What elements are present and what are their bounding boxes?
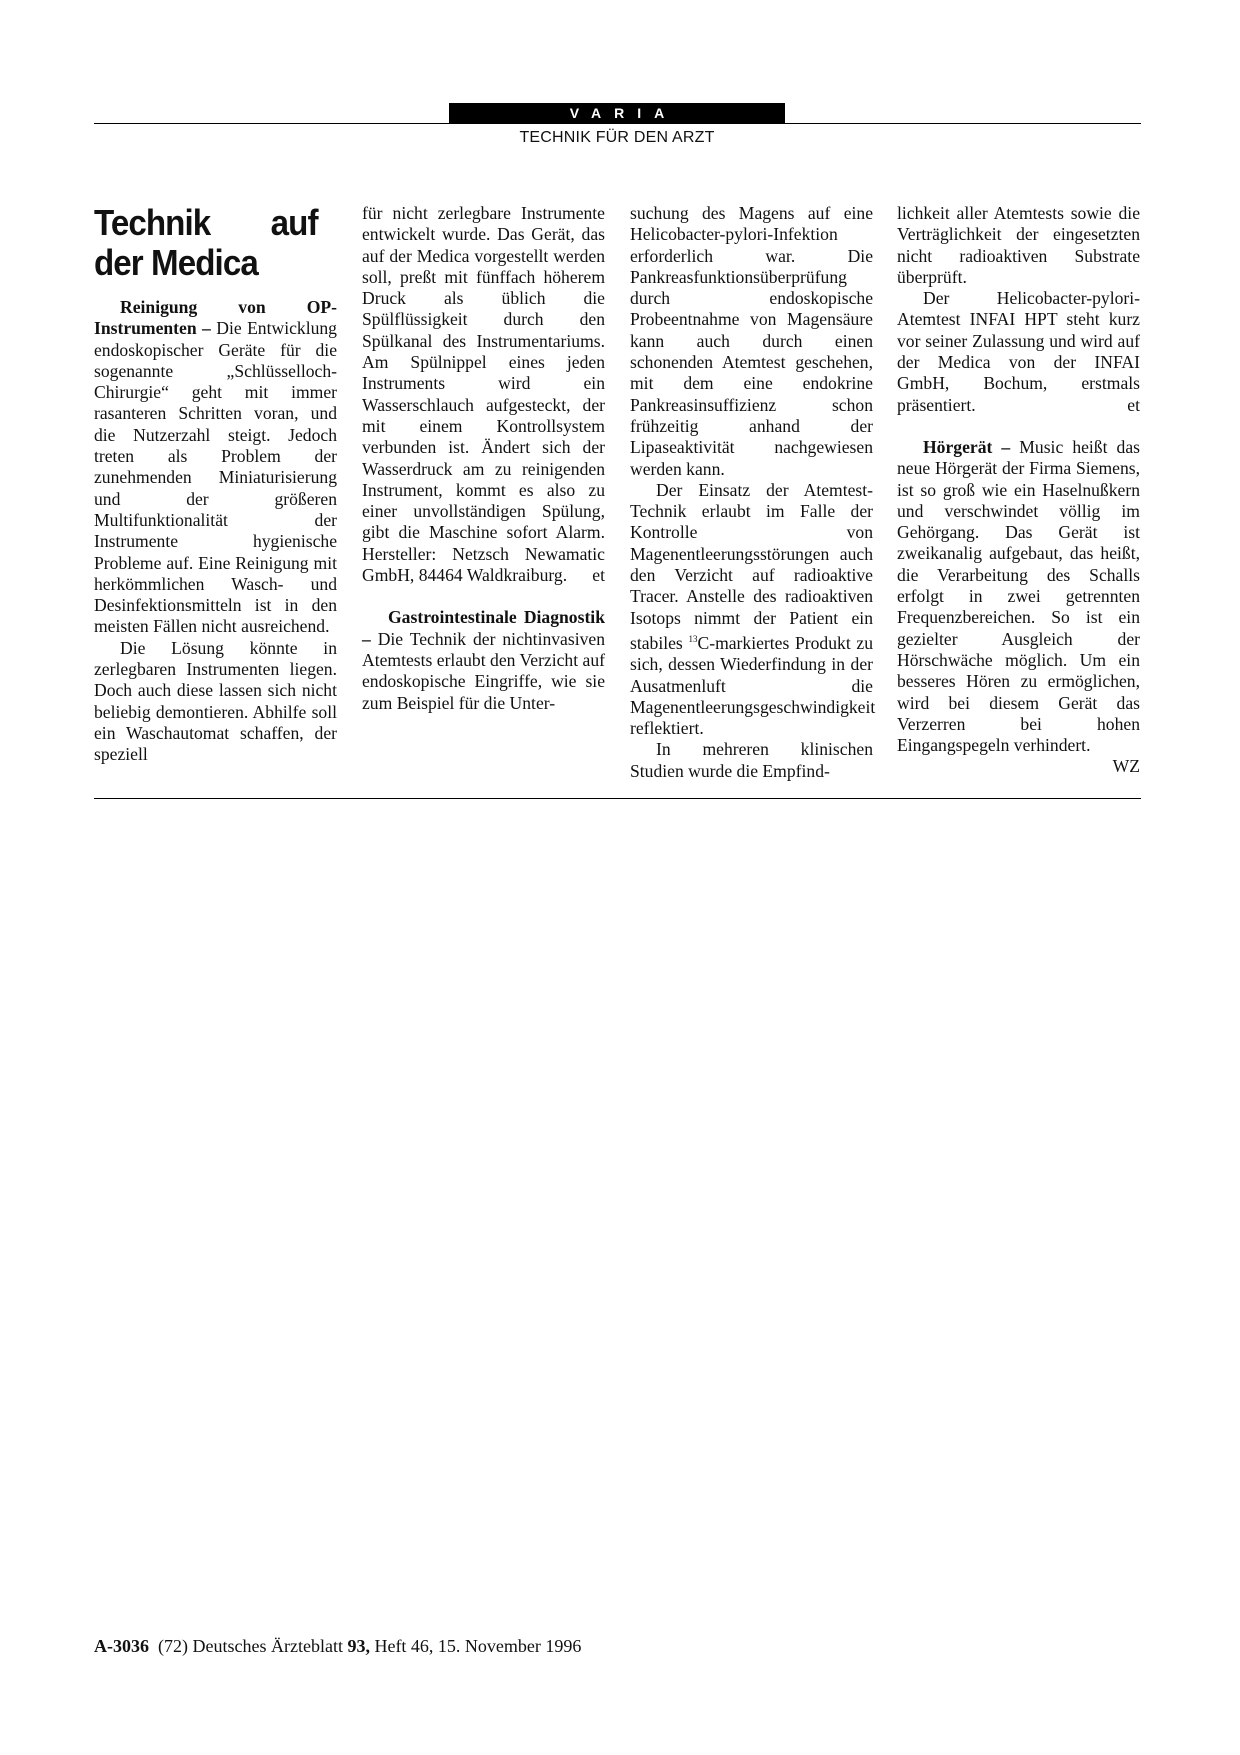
- paragraph: In mehreren klinischen Studien wurde die Empfind-: [630, 739, 873, 781]
- issue-info: Heft 46, 15. November 1996: [374, 1636, 582, 1656]
- paragraph: Die Lösung könnte in zerlegbaren Instrumenten liegen. Doch auch diese lassen sich nicht beliebig demontieren. Abhilfe soll ein Waschautomat schaffen, der speziell: [94, 637, 337, 765]
- isotope-superscript: 13: [688, 633, 698, 644]
- paragraph: Reinigung von OP-Instrumenten – Die Entwicklung endoskopischer Geräte für die sogenannte „Schlüsselloch-Chirurgie“ geht mit immer rasanteren Schritten voran, und die Nutzerzahl steigt. Jedoch treten als Problem der zunehmenden Miniaturisierung und der größeren Multifunktionalität der Instrumente hygienische Probleme auf. Eine Reinigung mit herkömmlichen Wasch- und Desinfektionsmitteln ist in den meisten Fällen nicht ausreichend.: [94, 297, 337, 637]
- article-headline: Technik auf der Medica: [94, 202, 318, 283]
- article-column-1: [94, 203, 337, 766]
- paragraph: für nicht zerlegbare Instrumente entwickelt wurde. Das Gerät, das auf der Medica vorgestellt werden soll, preßt mit fünffach höherem Druck als üblich die Spülflüssigkeit durch den Spülkanal des Instrumentariums. Am Spülnippel eines jeden Instruments wird ein Wasserschlauch aufgesteckt, der mit einem Kontrollsystem verbunden ist. Ändert sich der Wasserdruck am zu reinigenden Instrument, kommt es also zu einer unvollständigen Spülung, gibt die Maschine sofort Alarm. Hersteller: Netzsch Newamatic GmbH, 84464 Waldkraiburg. et: [362, 203, 605, 586]
- lead-in: Reinigung von OP-Instrumenten –: [94, 297, 337, 339]
- paragraph: Hörgerät – Music heißt das neue Hörgerät der Firma Siemens, ist so groß wie ein Haselnußkern und verschwindet völlig im Gehörgang. Das Gerät ist zweikanalig aufgebaut, das heißt, die Verarbeitung des Schalls erfolgt in zwei getrennten Frequenzbereichen. So ist ein gezielter Ausgleich der Hörschwäche möglich. Um ein besseres Hören zu ermöglichen, wird bei diesem Gerät das Verzerren bei hohen Eingangspegeln verhindert. WZ: [897, 436, 1140, 777]
- journal-name: Deutsches Ärzteblatt: [192, 1636, 343, 1656]
- paragraph: Der Einsatz der Atemtest-Technik erlaubt im Falle der Kontrolle von Magenentleerungsstörungen auch den Verzicht auf radioaktive Tracer. Anstelle des radioaktiven Isotops nimmt der Patient ein stabiles $^{13}$C-markiertes Produkt zu sich, dessen Wiederfindung in der Ausatmenluft die Magenentleerungsgeschwindigkeit reflektiert.: [630, 479, 876, 739]
- page-footer: [94, 1636, 581, 1657]
- author-signature: et: [592, 565, 605, 586]
- paragraph: lichkeit aller Atemtests sowie die Verträglichkeit der eingesetzten nicht radioaktiven Substrate überprüft.: [897, 203, 1140, 287]
- subsection-label: TECHNIK FÜR DEN ARZT: [519, 129, 715, 146]
- article-end-rule: [94, 798, 1141, 799]
- paragraph: suchung des Magens auf eine Helicobacter-pylori-Infektion erforderlich war. Die Pankreasfunktionsüberprüfung durch endoskopische Probeentnahme von Magensäure kann auch durch einen schonenden Atemtest geschehen, mit dem eine endokrine Pankreasinsuffizienz schon frühzeitig anhand der Lipaseaktivität nachgewiesen werden kann.: [630, 203, 873, 479]
- article-column-3: [630, 203, 876, 782]
- volume-number: 93,: [347, 1636, 370, 1656]
- author-signature: WZ: [1112, 756, 1140, 777]
- page-code: A-3036: [94, 1636, 149, 1656]
- header-rule: [94, 123, 1141, 124]
- article-column-2: [362, 203, 605, 714]
- lead-in: Gastrointestinale Diagnostik –: [362, 607, 605, 649]
- page-number: (72): [158, 1636, 188, 1656]
- lead-in: Hörgerät –: [923, 436, 1011, 457]
- section-label: VARIA: [449, 103, 785, 123]
- author-signature: et: [1127, 394, 1140, 415]
- paragraph: Gastrointestinale Diagnostik – Die Technik der nichtinvasiven Atemtests erlaubt den Verzicht auf endoskopische Eingriffe, wie sie zum Beispiel für die Unter-: [362, 607, 605, 713]
- paragraph: Der Helicobacter-pylori-Atemtest INFAI HPT steht kurz vor seiner Zulassung und wird auf der Medica von der INFAI GmbH, Bochum, erstmals präsentiert. et: [897, 288, 1140, 415]
- article-column-4: [897, 203, 1140, 778]
